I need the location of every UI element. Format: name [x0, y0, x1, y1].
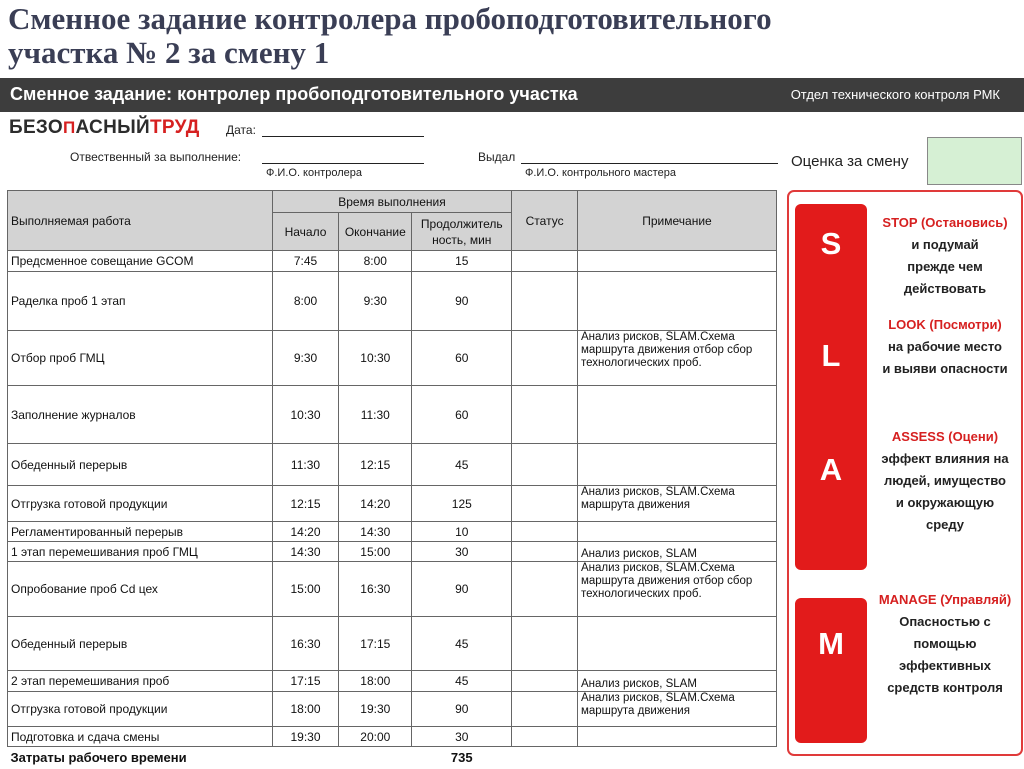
bezopasny-trud-logo: БЕЗОПАСНЫЙТРУД — [9, 117, 200, 138]
table-row — [8, 617, 777, 671]
cell-start: 19:30 — [272, 727, 339, 747]
cell-status[interactable] — [512, 486, 578, 522]
date-field[interactable] — [262, 136, 424, 137]
cell-start: 12:15 — [272, 486, 339, 522]
cell-duration: 45 — [412, 671, 512, 692]
cell-start: 15:00 — [272, 562, 339, 617]
cell-work: Подготовка и сдача смены — [8, 727, 273, 747]
cell-start: 10:30 — [272, 386, 339, 444]
column-header-status: Статус — [512, 191, 578, 251]
table-row — [8, 562, 777, 617]
cell-duration: 60 — [412, 386, 512, 444]
cell-work: Регламентированный перерыв — [8, 522, 273, 542]
cell-status[interactable] — [512, 692, 578, 727]
cell-start: 14:30 — [272, 542, 339, 562]
table-row — [8, 272, 777, 331]
slam-assess-heading: ASSESS (Оцени) — [891, 429, 999, 444]
column-header-work: Выполняемая работа — [8, 191, 273, 251]
cell-status[interactable] — [512, 542, 578, 562]
slam-letter-l: L — [821, 338, 841, 373]
cell-status[interactable] — [512, 522, 578, 542]
table-row — [8, 542, 777, 562]
shield-icon: П — [62, 118, 76, 137]
table-row — [8, 727, 777, 747]
date-label: Дата: — [226, 123, 256, 137]
cell-note — [577, 386, 776, 444]
responsible-label: Отвественный за выполнение: — [70, 150, 242, 164]
slam-look-text: LOOK (Посмотри) на рабочие место и выяви опасности — [870, 314, 1020, 380]
department-label: Отдел технического контроля РМК — [790, 87, 1000, 102]
cell-note: Анализ рисков, SLAM.Схема маршрута движения — [577, 486, 776, 522]
cell-duration: 90 — [412, 562, 512, 617]
master-caption: Ф.И.О. контрольного мастера — [525, 167, 676, 179]
table-row — [8, 331, 777, 386]
cell-note: Анализ рисков, SLAM.Схема маршрута движения отбор сбор технологических проб. — [577, 331, 776, 386]
column-header-end: Окончание — [339, 213, 412, 251]
cell-note — [577, 727, 776, 747]
cell-note — [577, 251, 776, 272]
cell-status[interactable] — [512, 272, 578, 331]
cell-note — [577, 617, 776, 671]
slam-block-s-l-a — [795, 204, 867, 570]
slam-letter-s: S — [820, 226, 842, 261]
cell-start: 9:30 — [272, 331, 339, 386]
cell-start: 17:15 — [272, 671, 339, 692]
slam-letter-m: M — [818, 626, 844, 661]
cell-duration: 15 — [412, 251, 512, 272]
slam-letter-a: A — [819, 452, 843, 487]
shift-score-label: Оценка за смену — [791, 153, 909, 170]
cell-status[interactable] — [512, 386, 578, 444]
cell-note: Анализ рисков, SLAM.Схема маршрута движения — [577, 692, 776, 727]
total-row — [8, 747, 777, 769]
cell-end: 17:15 — [339, 617, 412, 671]
cell-note — [577, 444, 776, 486]
cell-duration: 90 — [412, 692, 512, 727]
cell-status[interactable] — [512, 727, 578, 747]
cell-duration: 60 — [412, 331, 512, 386]
cell-end: 8:00 — [339, 251, 412, 272]
column-header-note: Примечание — [577, 191, 776, 251]
controller-name-field[interactable] — [262, 163, 424, 164]
total-label: Затраты рабочего времени — [10, 750, 187, 766]
document-header-bar — [0, 78, 1024, 112]
cell-work: 2 этап перемешивания проб — [8, 671, 273, 692]
cell-duration: 90 — [412, 272, 512, 331]
cell-start: 16:30 — [272, 617, 339, 671]
document-title: Сменное задание: контролер пробоподготовительного участка — [10, 84, 578, 104]
column-header-duration: Продолжитель ность, мин — [412, 213, 512, 251]
cell-duration: 125 — [412, 486, 512, 522]
shift-tasks-table — [7, 190, 777, 769]
cell-status[interactable] — [512, 671, 578, 692]
cell-note: Анализ рисков, SLAM.Схема маршрута движения отбор сбор технологических проб. — [577, 562, 776, 617]
cell-status[interactable] — [512, 331, 578, 386]
slide-title-line1: Сменное задание контролера пробоподготовительного — [8, 1, 772, 36]
slam-manage-text: MANAGE (Управляй) Опасностью с помощью эффективных средств контроля — [866, 589, 1024, 699]
cell-start: 7:45 — [272, 251, 339, 272]
cell-duration: 30 — [412, 542, 512, 562]
cell-start: 14:20 — [272, 522, 339, 542]
cell-end: 12:15 — [339, 444, 412, 486]
master-name-field[interactable] — [521, 163, 778, 164]
cell-end: 15:00 — [339, 542, 412, 562]
controller-caption: Ф.И.О. контролера — [266, 167, 362, 179]
cell-work: Отгрузка готовой продукции — [8, 486, 273, 522]
cell-work: Раделка проб 1 этап — [8, 272, 273, 331]
cell-start: 18:00 — [272, 692, 339, 727]
slam-assess-text: ASSESS (Оцени) эффект влияния на людей, имущество и окружающую среду — [870, 426, 1020, 536]
cell-work: Обеденный перерыв — [8, 617, 273, 671]
cell-note — [577, 522, 776, 542]
slide-title — [8, 2, 1008, 70]
cell-duration: 30 — [412, 727, 512, 747]
table-row — [8, 671, 777, 692]
slam-block-m — [795, 598, 867, 743]
column-header-time-group: Время выполнения — [272, 191, 512, 213]
cell-note: Анализ рисков, SLAM — [577, 671, 776, 692]
column-header-start: Начало — [272, 213, 339, 251]
cell-work: Предсменное совещание GCOM — [8, 251, 273, 272]
cell-start: 8:00 — [272, 272, 339, 331]
table-row — [8, 251, 777, 272]
cell-work: Отбор проб ГМЦ — [8, 331, 273, 386]
cell-end: 11:30 — [339, 386, 412, 444]
table-row — [8, 386, 777, 444]
cell-status[interactable] — [512, 251, 578, 272]
table-row — [8, 522, 777, 542]
cell-note — [577, 272, 776, 331]
total-value: 735 — [450, 750, 473, 766]
cell-end: 16:30 — [339, 562, 412, 617]
cell-work: 1 этап перемешивания проб ГМЦ — [8, 542, 273, 562]
issued-by-label: Выдал — [478, 150, 516, 164]
table-row — [8, 692, 777, 727]
cell-duration: 45 — [412, 617, 512, 671]
cell-end: 10:30 — [339, 331, 412, 386]
cell-work: Заполнение журналов — [8, 386, 273, 444]
table-row — [8, 486, 777, 522]
cell-status[interactable] — [512, 444, 578, 486]
slam-stop-heading: STOP (Остановись) — [882, 215, 1008, 230]
cell-end: 14:20 — [339, 486, 412, 522]
cell-end: 20:00 — [339, 727, 412, 747]
cell-end: 18:00 — [339, 671, 412, 692]
cell-end: 14:30 — [339, 522, 412, 542]
cell-duration: 10 — [412, 522, 512, 542]
cell-end: 9:30 — [339, 272, 412, 331]
slide-title-line2: участка № 2 за смену 1 — [8, 35, 330, 70]
cell-work: Обеденный перерыв — [8, 444, 273, 486]
shift-score-field[interactable] — [927, 137, 1022, 185]
slam-manage-heading: MANAGE (Управляй) — [878, 592, 1012, 607]
slam-look-heading: LOOK (Посмотри) — [888, 317, 1002, 332]
slam-stop-text: STOP (Остановись) и подумай прежде чем действовать — [870, 212, 1020, 300]
cell-duration: 45 — [412, 444, 512, 486]
cell-work: Опробование проб Cd цех — [8, 562, 273, 617]
table-row — [8, 444, 777, 486]
cell-status[interactable] — [512, 562, 578, 617]
cell-start: 11:30 — [272, 444, 339, 486]
cell-status[interactable] — [512, 617, 578, 671]
cell-work: Отгрузка готовой продукции — [8, 692, 273, 727]
cell-end: 19:30 — [339, 692, 412, 727]
cell-note: Анализ рисков, SLAM — [577, 542, 776, 562]
